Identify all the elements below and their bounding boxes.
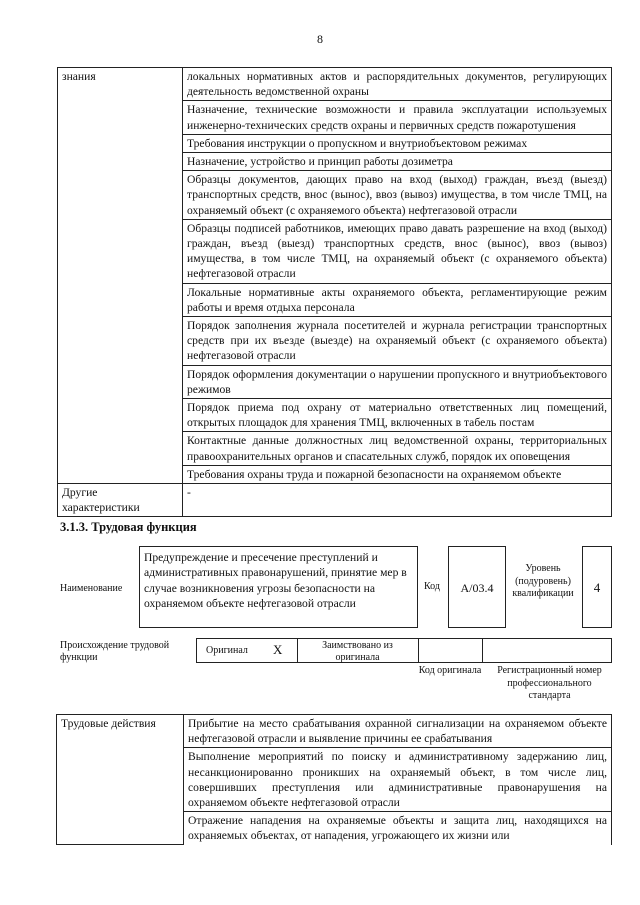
labor-actions-table [56, 714, 612, 845]
page-number: 8 [317, 32, 323, 46]
knowledge-item: Порядок приема под охрану от материально ответственных лиц помещений, открытых площадок для хранения ТМЦ, включенных в табель постам [183, 399, 612, 432]
original-mark: X [273, 642, 283, 657]
knowledge-item: Образцы подписей работников, имеющих право давать разрешение на вход (выход) граждан, въезд (выезд) транспортных средств, внос (вынос), ввоз (вывоз) имущества, в том числе ТМЦ, на охраняемый объект (с охраняемого объекта) нефтегазовой отрасли [183, 219, 612, 283]
knowledge-item: Требования инструкции о пропускном и внутриобъектовом режимах [183, 134, 612, 152]
qualification-level-value: 4 [582, 546, 612, 628]
labor-action-item: Прибытие на место срабатывания охранной сигнализации на охраняемом объекте нефтегазовой отрасли и выявление причины ее срабатывания [184, 715, 612, 748]
labor-actions-label: Трудовые действия [57, 715, 184, 845]
code-original-caption: Код оригинала [418, 665, 482, 676]
other-characteristics-label: Другие характеристики [58, 484, 183, 517]
knowledge-item: Требования охраны труда и пожарной безопасности на охраняемом объекте [183, 465, 612, 483]
divider [196, 638, 197, 663]
knowledge-item: локальных нормативных актов и распорядительных документов, регулирующих деятельность ведомственной охраны [183, 68, 612, 101]
knowledge-item: Локальные нормативные акты охраняемого объекта, регламентирующие режим работы и время отдыха персонала [183, 283, 612, 316]
registration-number-caption: Регистрационный номер профессионального стандарта [497, 665, 602, 701]
borrowed-label: Заимствовано из оригинала [322, 640, 393, 663]
code-value: A/03.4 [448, 546, 506, 628]
knowledge-item: Контактные данные должностных лиц ведомственной охраны, территориальных правоохранительных органов и спасательных служб, порядок их оповещения [183, 432, 612, 465]
original-label: Оригинал [206, 645, 248, 656]
other-characteristics-value: - [183, 484, 612, 517]
knowledge-item: Порядок оформления документации о нарушении пропускного и внутриобъектового режимов [183, 365, 612, 398]
origin-label: Происхождение трудовой функции [60, 640, 170, 663]
labor-action-item: Выполнение мероприятий по поиску и административному задержанию лиц, несанкционированно проникших на охраняемый объект, в том числе лиц, совершивших преступления или административные правонарушения на охраняемом объекте нефтегазовой отрасли [184, 748, 612, 812]
knowledge-label: знания [58, 68, 183, 484]
section-title: 3.1.3. Трудовая функция [60, 520, 197, 534]
knowledge-item: Назначение, технические возможности и правила эксплуатации используемых инженерно-технических средств охраны и первичных средств пожаротушения [183, 101, 612, 134]
code-label: Код [424, 581, 440, 592]
knowledge-item: Назначение, устройство и принцип работы дозиметра [183, 153, 612, 171]
divider [482, 638, 483, 663]
qualification-level-label: Уровень (подуровень) квалификации [512, 563, 574, 599]
knowledge-item: Образцы документов, дающих право на вход (выход) граждан, въезд (выезд) транспортных средств, внос (вынос), ввоз (вывоз) имущества, в том числе ТМЦ, на охраняемый объект (с охраняемого объекта) нефтегазовой отрасли [183, 171, 612, 220]
knowledge-item: Порядок заполнения журнала посетителей и журнала регистрации транспортных средств при их въезде (выезде) на охраняемый объект (с охраняемого объекта) нефтегазовой отрасли [183, 317, 612, 366]
requirements-table [57, 67, 612, 517]
name-label: Наименование [60, 583, 123, 594]
divider [297, 638, 298, 663]
divider [611, 638, 612, 663]
function-name-box: Предупреждение и пресечение преступлений и административных правонарушений, принятие мер в случае возникновения угрозы безопасности на охраняемом объекте нефтегазовой отрасли [139, 546, 418, 628]
divider [418, 638, 419, 663]
labor-action-item: Отражение нападения на охраняемые объекты и защита лиц, находящихся на охраняемых объектах, от нападения, угрожающего их жизни или [184, 812, 612, 845]
